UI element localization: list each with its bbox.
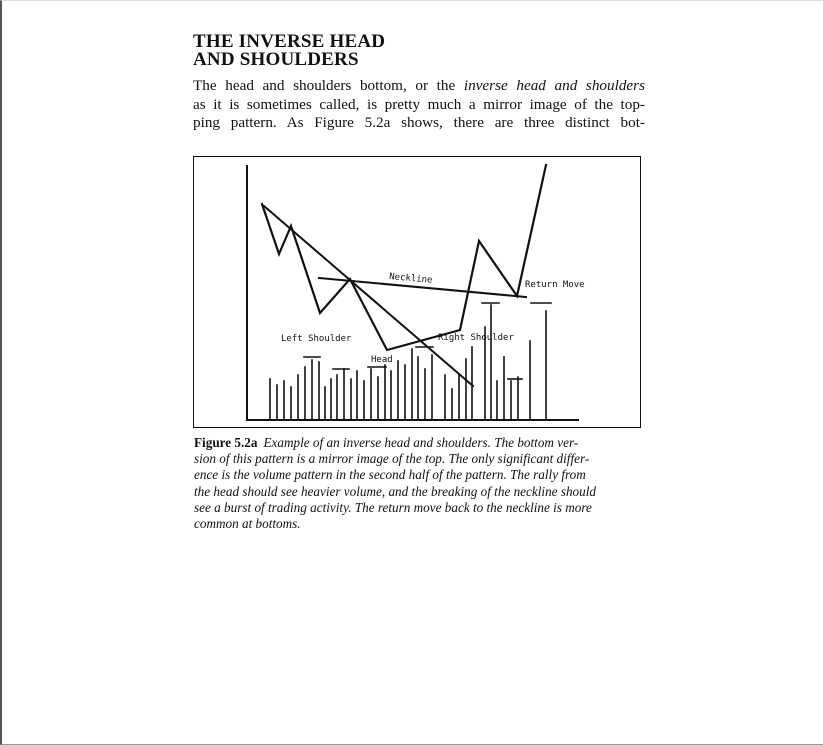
label-right-shoulder: Right Shoulder <box>438 333 514 343</box>
caption-line-3: ence is the volume pattern in the second half of the pattern. The rally from <box>194 467 586 483</box>
body-line-1-text: The head and shoulders bottom, or the <box>193 77 464 94</box>
figure-label: Figure 5.2a <box>194 435 258 450</box>
pattern-diagram <box>194 157 642 429</box>
body-line-3: ping pattern. As Figure 5.2a shows, there are three distinct bot- <box>193 114 645 132</box>
caption-line-6: common at bottoms. <box>194 516 301 532</box>
label-head: Head <box>371 355 393 365</box>
caption-line-2: sion of this pattern is a mirror image of the top. The only significant differ- <box>194 451 590 467</box>
figure-5-2a <box>193 156 641 428</box>
caption-line-1 <box>194 435 640 451</box>
label-left-shoulder: Left Shoulder <box>281 334 352 344</box>
caption-line-4: the head should see heavier volume, and the breaking of the neckline should <box>194 483 596 499</box>
body-line-1 <box>193 77 645 96</box>
body-line-2: as it is sometimes called, is pretty much a mirror image of the top- <box>193 95 645 113</box>
section-heading <box>193 33 613 69</box>
figure-caption <box>194 435 640 532</box>
caption-line-5: see a burst of trading activity. The return move back to the neckline is more <box>194 499 592 515</box>
heading-line-1: THE INVERSE HEAD <box>193 31 386 52</box>
label-return-move: Return Move <box>525 280 585 290</box>
body-paragraph <box>193 77 645 133</box>
price-line <box>262 165 546 350</box>
caption-line-1-text: Example of an inverse head and shoulders. The bottom ver- <box>263 435 579 450</box>
descending-trendline <box>264 206 473 386</box>
label-neckline: Neckline <box>388 272 433 286</box>
heading-line-2: AND SHOULDERS <box>193 49 359 70</box>
volume-bars <box>270 305 546 420</box>
body-line-1-emphasis: inverse head and shoulders <box>463 77 645 94</box>
